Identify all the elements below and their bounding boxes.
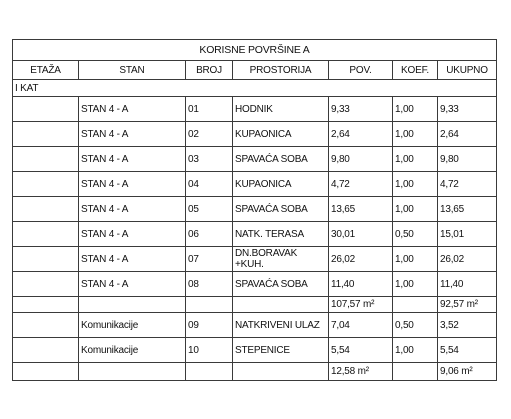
prostorija-cell: STEPENICE (233, 338, 329, 363)
ukupno-cell: 4,72 (438, 172, 497, 197)
broj-cell (186, 297, 233, 313)
ukupno-cell: 9,80 (438, 147, 497, 172)
broj-cell: 07 (186, 247, 233, 272)
pov-cell: 5,54 (329, 338, 393, 363)
floor-label: I KAT (13, 80, 497, 97)
prostorija-cell: SPAVAĆA SOBA (233, 272, 329, 297)
broj-cell: 04 (186, 172, 233, 197)
table-row (13, 147, 497, 172)
etaza-cell (13, 122, 79, 147)
subtotal-ukupno: 92,57 m² (438, 297, 497, 313)
pov-cell: 2,64 (329, 122, 393, 147)
prostorija-line-2: +KUH. (235, 259, 264, 270)
table-header-row (13, 61, 497, 80)
ukupno-cell: 2,64 (438, 122, 497, 147)
header-broj: BROJ (186, 61, 233, 80)
stan-cell: STAN 4 - A (79, 147, 186, 172)
etaza-cell (13, 197, 79, 222)
stan-cell: STAN 4 - A (79, 172, 186, 197)
ukupno-cell: 11,40 (438, 272, 497, 297)
stan-cell: STAN 4 - A (79, 122, 186, 147)
prostorija-cell (233, 297, 329, 313)
koef-cell: 1,00 (393, 147, 438, 172)
stan-cell: STAN 4 - A (79, 97, 186, 122)
ukupno-cell: 9,33 (438, 97, 497, 122)
prostorija-cell: KUPAONICA (233, 122, 329, 147)
header-etaza: ETAŽA (13, 61, 79, 80)
table-row (13, 122, 497, 147)
broj-cell: 09 (186, 313, 233, 338)
header-koef: KOEF. (393, 61, 438, 80)
pov-cell: 26,02 (329, 247, 393, 272)
table-row (13, 222, 497, 247)
prostorija-cell: KUPAONICA (233, 172, 329, 197)
prostorija-cell: SPAVAĆA SOBA (233, 147, 329, 172)
pov-cell: 9,80 (329, 147, 393, 172)
koef-cell: 1,00 (393, 338, 438, 363)
etaza-cell (13, 338, 79, 363)
broj-cell: 02 (186, 122, 233, 147)
etaza-cell (13, 222, 79, 247)
table-row (13, 338, 497, 363)
stan-cell: Komunikacije (79, 313, 186, 338)
koef-cell: 0,50 (393, 313, 438, 338)
header-pov: POV. (329, 61, 393, 80)
table-row (13, 247, 497, 272)
prostorija-cell: NATKRIVENI ULAZ (233, 313, 329, 338)
stan-cell (79, 363, 186, 381)
prostorija-cell: NATK. TERASA (233, 222, 329, 247)
broj-cell: 10 (186, 338, 233, 363)
koef-cell: 1,00 (393, 172, 438, 197)
floor-row (13, 80, 497, 97)
pov-cell: 13,65 (329, 197, 393, 222)
broj-cell: 08 (186, 272, 233, 297)
etaza-cell (13, 97, 79, 122)
broj-cell (186, 363, 233, 381)
subtotal-pov: 107,57 m² (329, 297, 393, 313)
subtotal-row (13, 363, 497, 381)
prostorija-cell (233, 247, 329, 272)
koef-cell: 1,00 (393, 272, 438, 297)
koef-cell: 1,00 (393, 97, 438, 122)
pov-cell: 11,40 (329, 272, 393, 297)
etaza-cell (13, 272, 79, 297)
table-row (13, 97, 497, 122)
koef-cell: 1,00 (393, 197, 438, 222)
ukupno-cell: 5,54 (438, 338, 497, 363)
koef-cell: 1,00 (393, 122, 438, 147)
header-stan: STAN (79, 61, 186, 80)
stan-cell (79, 297, 186, 313)
etaza-cell (13, 313, 79, 338)
pov-cell: 4,72 (329, 172, 393, 197)
prostorija-cell (233, 363, 329, 381)
broj-cell: 06 (186, 222, 233, 247)
etaza-cell (13, 172, 79, 197)
pov-cell: 30,01 (329, 222, 393, 247)
table-title-row (13, 40, 497, 61)
table-row (13, 272, 497, 297)
header-prostorija: PROSTORIJA (233, 61, 329, 80)
etaza-cell (13, 147, 79, 172)
pov-cell: 7,04 (329, 313, 393, 338)
etaza-cell (13, 247, 79, 272)
ukupno-cell: 13,65 (438, 197, 497, 222)
table-row (13, 313, 497, 338)
broj-cell: 01 (186, 97, 233, 122)
stan-cell: Komunikacije (79, 338, 186, 363)
prostorija-cell: SPAVAĆA SOBA (233, 197, 329, 222)
stan-cell: STAN 4 - A (79, 247, 186, 272)
prostorija-cell: HODNIK (233, 97, 329, 122)
ukupno-cell: 26,02 (438, 247, 497, 272)
broj-cell: 05 (186, 197, 233, 222)
koef-cell: 1,00 (393, 247, 438, 272)
stan-cell: STAN 4 - A (79, 272, 186, 297)
subtotal-pov: 12,58 m² (329, 363, 393, 381)
subtotal-ukupno: 9,06 m² (438, 363, 497, 381)
area-table-sheet (12, 39, 496, 381)
pov-cell: 9,33 (329, 97, 393, 122)
koef-cell (393, 297, 438, 313)
ukupno-cell: 15,01 (438, 222, 497, 247)
usable-area-table (12, 39, 497, 381)
stan-cell: STAN 4 - A (79, 197, 186, 222)
broj-cell: 03 (186, 147, 233, 172)
table-row (13, 197, 497, 222)
ukupno-cell: 3,52 (438, 313, 497, 338)
table-title: KORISNE POVRŠINE A (13, 40, 497, 61)
table-row (13, 172, 497, 197)
koef-cell: 0,50 (393, 222, 438, 247)
etaza-cell (13, 297, 79, 313)
subtotal-row (13, 297, 497, 313)
prostorija-line-1: DN.BORAVAK (235, 248, 298, 259)
etaza-cell (13, 363, 79, 381)
header-ukupno: UKUPNO (438, 61, 497, 80)
stan-cell: STAN 4 - A (79, 222, 186, 247)
koef-cell (393, 363, 438, 381)
